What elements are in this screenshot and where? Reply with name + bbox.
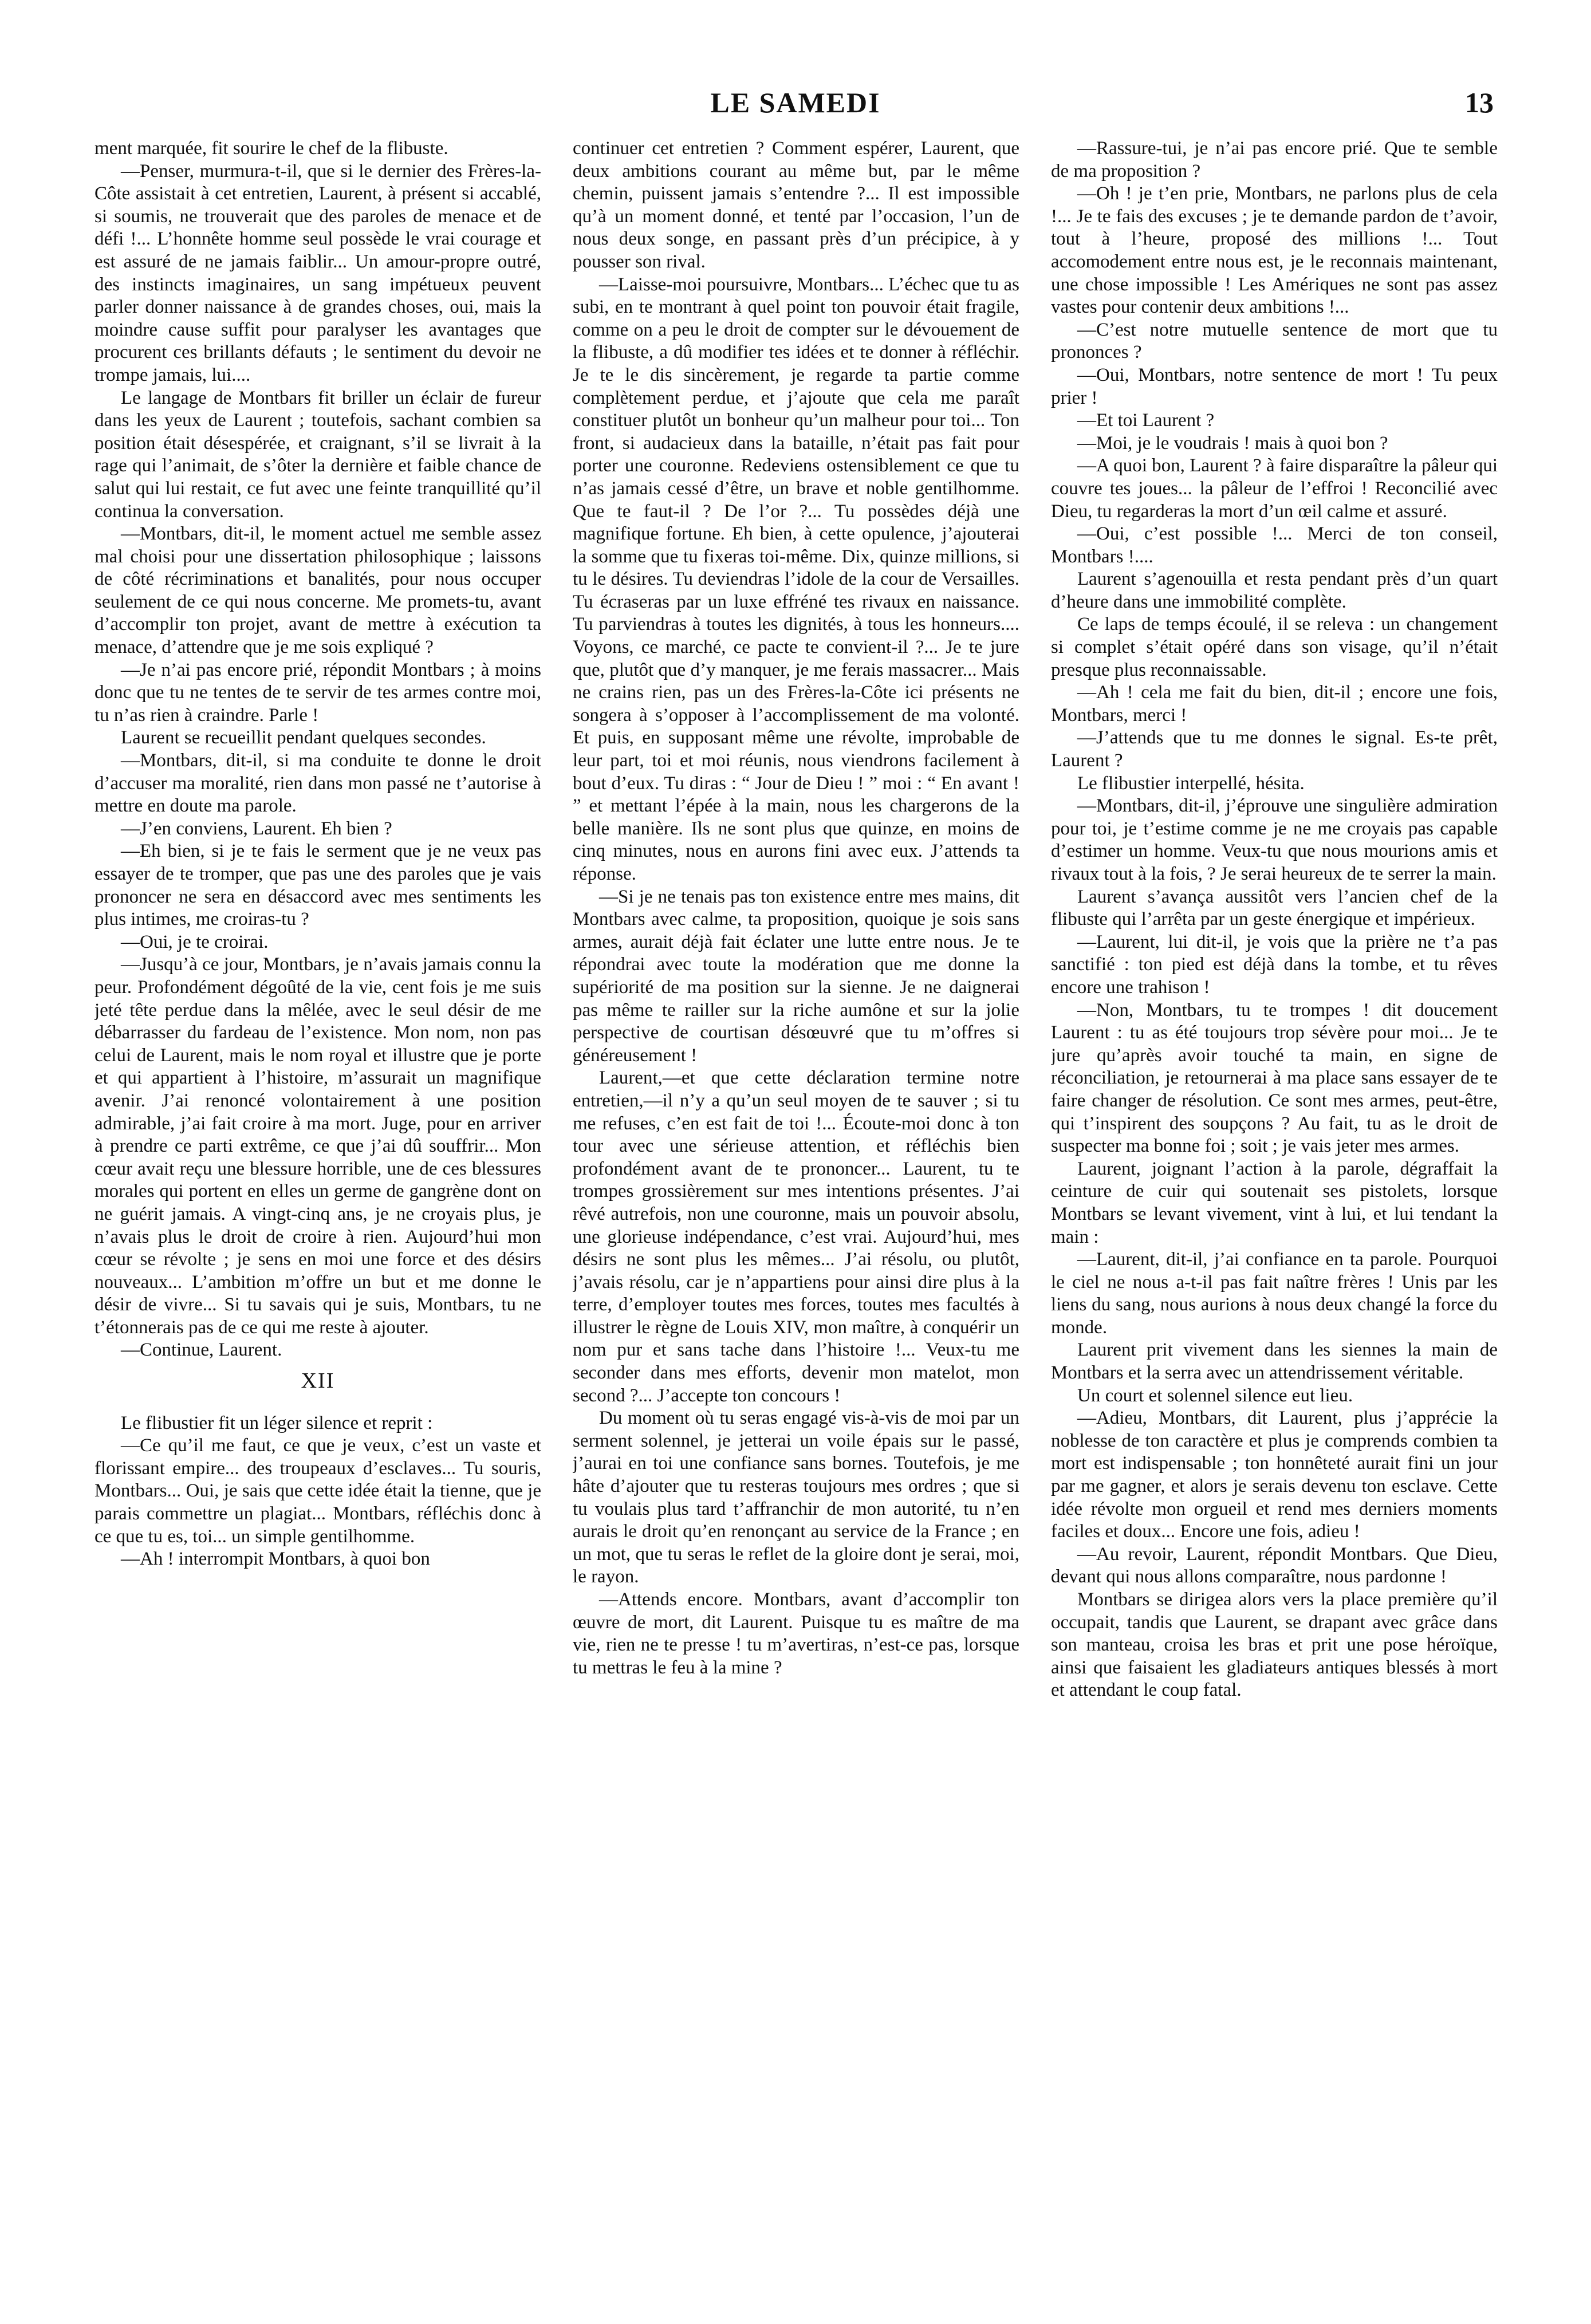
paragraph: —Oh ! je t’en prie, Montbars, ne parlons plus de cela !... Je te fais des excuses ; je te demande pardon de t’avoir, tout à l’heure, proposé des millions !... Tout accomodement entre nous est, je le reconnais maintenant, une chose impossible ! Les Amériques ne sont pas assez vastes pour contenir deux ambitions !... (1051, 183, 1498, 318)
paragraph: Le flibustier fit un léger silence et reprit : (121, 1412, 433, 1433)
paragraph: —Continue, Laurent. (121, 1340, 282, 1361)
paragraph: —Adieu, Montbars, dit Laurent, plus j’apprécie la noblesse de ton caractère et plus je comprends combien ta mort est indispensable ; ton honnêteté aurait fini un jour par me gagner, et alors je serais devenu ton esclave. Cette idée révolte mon orgueil et rend mes derniers moments faciles et doux... Encore une fois, adieu ! (1051, 1408, 1498, 1542)
column-1 (94, 137, 541, 2291)
paragraph: —J’en conviens, Laurent. Eh bien ? (121, 818, 392, 839)
page-number: 13 (1465, 86, 1494, 119)
paragraph: Montbars se dirigea alors vers la place première qu’il occupait, tandis que Laurent, se drapant avec grâce dans son manteau, croisa les bras et prit une pose héroïque, ainsi que faisaient les gladiateurs antiques blessés à mort et attendant le coup fatal. (1051, 1589, 1498, 1701)
paragraph: —Laisse-moi poursuivre, Montbars... L’échec que tu as subi, en te montrant à quel point ton pouvoir était fragile, comme on a peu le droit de compter sur le dévouement de la flibuste, a dû modifier tes idées et te donner à réfléchir. Je te le dis sincèrement, je regarde ta partie comme complètement perdue, et j’ajoute que cela me paraît constituer plutôt un bonheur qu’un malheur pour toi... Ton front, si audacieux dans la bataille, n’était pas fait pour porter une couronne. Redeviens ostensiblement ce que tu n’as jamais cessé d’être, un brave et noble gentilhomme. Que te faut-il ? De l’or ?... Tu possèdes déjà une magnifique fortune. Eh bien, à cette opulence, j’ajouterai la somme que tu fixeras toi-même. Dix, quinze millions, si tu le désires. Tu deviendras l’idole de la cour de Versailles. Tu écraseras par un luxe effréné tes rivaux en naissance. Tu parviendras à toutes les dignités, à tous les honneurs.... Voyons, ce marché, ce pacte te convient-il ?... Je te jure que, plutôt que d’y manquer, je me ferais massacrer... Mais ne crains rien, pas un des Frères-la-Côte ici présents ne songera à s’opposer à l’accomplissement de ma volonté. Et puis, en supposant même une révolte, improbable de leur part, toi et moi réunis, nous viendrons facilement à bout d’eux. Tu diras : “ Jour de Dieu ! ” moi : “ En avant ! ” et mettant l’épée à la main, nous les chargerons de la belle manière. Ils ne sont plus que quinze, en moins de cinq minutes, nous en aurons fini avec eux. J’attends ta réponse. (573, 274, 1019, 884)
paragraph: —Et toi Laurent ? (1077, 410, 1215, 431)
journal-title: LE SAMEDI (710, 86, 881, 119)
paragraph: —Jusqu’à ce jour, Montbars, je n’avais jamais connu la peur. Profondément dégoûté de la vie, cent fois je me suis jeté tête perdue dans la mêlée, avec le seul désir de me débarrasser du fardeau de l’existence. Mon nom, non pas celui de Laurent, mais le nom royal et illustre que je porte et qui appartient à l’histoire, m’assurait un magnifique avenir. J’ai renoncé volontairement à une position admirable, j’ai fait croire à ma mort. Juge, pour en arriver à prendre ce parti extrême, ce que j’ai dû souffrir... Mon cœur avait reçu une blessure horrible, une de ces blessures morales qui portent en elles un germe de gangrène dont on ne guérit jamais. A vingt-cinq ans, je ne croyais plus, je n’avais plus le droit de croire à rien. Aujourd’hui mon cœur se révolte ; je sens en moi une force et des désirs nouveaux... L’ambition m’offre un but et me donne le désir de vivre... Si tu savais qui je suis, Montbars, tu ne t’étonnerais pas de ce qui me reste à ajouter. (94, 954, 541, 1338)
paragraph: Laurent se recueillit pendant quelques secondes. (121, 727, 486, 749)
paragraph: —A quoi bon, Laurent ? à faire disparaître la pâleur qui couvre tes joues... la pâleur de l’effroi ! Reconcilié avec Dieu, tu regarderas la mort d’un œil calme et assuré. (1051, 455, 1498, 522)
paragraph: —Attends encore. Montbars, avant d’accomplir ton œuvre de mort, dit Laurent. Puisque tu es maître de ma vie, rien ne te presse ! tu m’avertiras, n’est-ce pas, lorsque tu mettras le feu à la mine ? (573, 1589, 1019, 1678)
paragraph: —Je n’ai pas encore prié, répondit Montbars ; à moins donc que tu ne tentes de te servir de tes armes contre moi, tu n’as rien à craindre. Parle ! (94, 659, 541, 726)
paragraph: —Laurent, dit-il, j’ai confiance en ta parole. Pourquoi le ciel ne nous a-t-il pas fait naître frères ! Unis par les liens du sang, nous aurions à nous deux changé la force du monde. (1051, 1249, 1498, 1338)
paragraph: Laurent prit vivement dans les siennes la main de Montbars et la serra avec un attendrissement véritable. (1051, 1340, 1498, 1384)
paragraph: —Moi, je le voudrais ! mais à quoi bon ? (1077, 432, 1388, 454)
running-head (97, 86, 1494, 132)
paragraph: —Ah ! interrompit Montbars, à quoi bon (121, 1549, 430, 1570)
paragraph: Laurent,—et que cette déclaration termine notre entretien,—il n’y a qu’un seul moyen de te sauver ; si tu me refuses, c’en est fait de toi !... Écoute-moi donc à ton tour avec une sérieuse attention, et réfléchis bien profondément avant de te prononcer... Laurent, tu te trompes grossièrement sur mes intentions présentes. J’ai rêvé autrefois, non une couronne, mais un pouvoir absolu, une glorieuse indépendance, c’est vrai. Aujourd’hui, mes désirs ne sont plus les mêmes... J’ai résolu, ou plutôt, j’avais résolu, car je n’appartiens pour ainsi dire plus à la terre, d’employer toutes mes forces, toutes mes facultés à illustrer le règne de Louis XIV, mon maître, à conquérir un nom pur et sans tache dans l’histoire !... Veux-tu me seconder dans mes efforts, devenir mon matelot, mon second ?... J’accepte ton concours ! (573, 1068, 1019, 1406)
paragraph: Le flibustier interpellé, hésita. (1077, 773, 1305, 794)
paragraph: —Oui, c’est possible !... Merci de ton conseil, Montbars !.... (1051, 523, 1498, 567)
paragraph: —Montbars, dit-il, si ma conduite te donne le droit d’accuser ma moralité, rien dans mon passé ne t’autorise à mettre en doute ma parole. (94, 750, 541, 817)
paragraph: —Oui, Montbars, notre sentence de mort ! Tu peux prier ! (1051, 364, 1498, 408)
paragraph: —Non, Montbars, tu te trompes ! dit doucement Laurent : tu as été toujours trop sévère pour moi... Je te jure qu’après avoir touché ta main, en signe de réconciliation, je retournerai à ma place sans essayer de te faire changer de résolution. Ce sont mes armes, peut-être, qui t’inspirent des soupçons ? Au fait, tu as le droit de suspecter ma bonne foi ; soit ; je vais jeter mes armes. (1051, 999, 1498, 1157)
paragraph: —Montbars, dit-il, j’éprouve une singulière admiration pour toi, je t’estime comme je ne me croyais pas capable d’estimer un homme. Veux-tu que nous mourions amis et rivaux tout à la fois, ? Je serai heureux de te serrer la main. (1051, 795, 1498, 884)
paragraph: Laurent s’avança aussitôt vers l’ancien chef de la flibuste qui l’arrêta par un geste énergique et impérieux. (1051, 886, 1498, 930)
paragraph: —Au revoir, Laurent, répondit Montbars. Que Dieu, devant qui nous allons comparaître, nous pardonne ! (1051, 1543, 1498, 1588)
paragraph: Un court et solennel silence eut lieu. (1077, 1385, 1353, 1406)
chapter-heading: XII (301, 1369, 335, 1393)
paragraph: —Rassure-tui, je n’ai pas encore prié. Que te semble de ma proposition ? (1051, 138, 1498, 182)
paragraph: —C’est notre mutuelle sentence de mort que tu prononces ? (1051, 319, 1498, 363)
paragraph: —Penser, murmura-t-il, que si le dernier des Frères-la-Côte assistait à cet entretien, Laurent, à présent si accablé, si soumis, ne trouverait que des paroles de menace et de défi !... L’honnête homme seul possède le vrai courage et est assuré de ne jamais faiblir... Un amour-propre outré, des instincts imaginaires, un sang impétueux peuvent parler donner naissance à de grandes choses, oui, mais la moindre cause suffit pour paralyser les avantages que procurent ces brillants défauts ; le sentiment du devoir ne trompe jamais, lui.... (94, 160, 541, 385)
paragraph: —Si je ne tenais pas ton existence entre mes mains, dit Montbars avec calme, ta proposition, quoique je sois sans armes, aurait déjà fait éclater une lutte entre nous. Je te répondrai avec toute la modération que me donne la supériorité de ma position sur la sienne. Je ne daignerai pas même te railler sur la riche aumône et sur la jolie perspective de courtisan désœuvré que tu m’offres si généreusement ! (573, 886, 1019, 1066)
paragraph: —Montbars, dit-il, le moment actuel me semble assez mal choisi pour une dissertation philosophique ; laissons de côté récriminations et banalités, pour nous occuper seulement de ce qui nous concerne. Me promets-tu, avant d’accomplir ton projet, avant de mettre à exécution ta menace, d’attendre que je me sois expliqué ? (94, 523, 541, 658)
text-columns (94, 137, 1498, 2291)
paragraph: Du moment où tu seras engagé vis-à-vis de moi par un serment solennel, je jetterai un voile épais sur le passé, j’aurai en toi une confiance sans bornes. Toutefois, je me hâte d’ajouter que tu resteras toujours mes ordres ; que si tu voulais plus tard t’affranchir de mon autorité, tu n’en aurais le droit qu’en renonçant au service de la France ; en un mot, que tu seras le reflet de la gloire dont je serai, moi, le rayon. (573, 1408, 1019, 1588)
column-2 (573, 137, 1019, 2291)
paragraph: —Laurent, lui dit-il, je vois que la prière ne t’a pas sanctifié : ton pied est déjà dans la tombe, et tu rêves encore une trahison ! (1051, 931, 1498, 998)
column-3 (1051, 137, 1498, 2291)
paragraph: Laurent, joignant l’action à la parole, dégraffait la ceinture de cuir qui soutenait ses pistolets, lorsque Montbars se levant vivement, vint à lui, et lui tendant la main : (1051, 1158, 1498, 1247)
paragraph: —Ce qu’il me faut, ce que je veux, c’est un vaste et florissant empire... des troupeaux d’esclaves... Tu souris, Montbars... Oui, je sais que cette idée était la tienne, que je parais commettre un plagiat... Montbars, réfléchis donc à ce que tu es, toi... un simple gentilhomme. (94, 1435, 541, 1547)
paragraph: continuer cet entretien ? Comment espérer, Laurent, que deux ambitions courant au même but, par le même chemin, puissent jamais s’entendre ?... Il est impossible qu’à un moment donné, et tenté par l’occasion, l’un de nous deux songe, en passant près d’un précipice, à y pousser son rival. (573, 138, 1019, 272)
paragraph: Ce laps de temps écoulé, il se releva : un changement si complet s’était opéré dans son visage, qu’il n’était presque plus reconnaissable. (1051, 614, 1498, 680)
paragraph: Le langage de Montbars fit briller un éclair de fureur dans les yeux de Laurent ; toutefois, sachant combien sa position était désespérée, et craignant, s’il se livrait à la rage qui l’animait, de s’ôter la dernière et faible chance de salut qui lui restait, ce fut avec une feinte tranquillité qu’il continua la conversation. (94, 387, 541, 522)
paragraph: ment marquée, fit sourire le chef de la flibuste. (94, 138, 448, 159)
paragraph: —J’attends que tu me donnes le signal. Es-te prêt, Laurent ? (1051, 727, 1498, 771)
paragraph: Laurent s’agenouilla et resta pendant près d’un quart d’heure dans une immobilité complète. (1051, 569, 1498, 612)
paragraph: —Eh bien, si je te fais le serment que je ne veux pas essayer de te tromper, que pas une des paroles que je vais prononcer ne sera en désaccord avec mes sentiments les plus intimes, me croiras-tu ? (94, 841, 541, 930)
paragraph: —Oui, je te croirai. (121, 931, 269, 952)
paragraph: —Ah ! cela me fait du bien, dit-il ; encore une fois, Montbars, merci ! (1051, 682, 1498, 726)
